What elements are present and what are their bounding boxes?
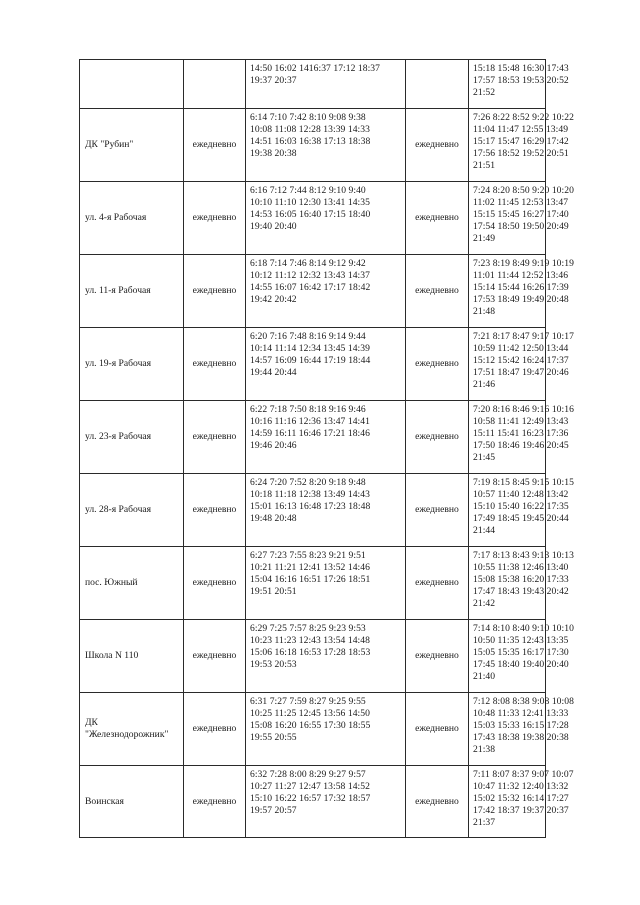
time-line: 11:02 11:45 12:53 13:47 — [473, 197, 569, 208]
time-line: 21:51 — [473, 160, 496, 171]
time-line: 15:01 16:13 16:48 17:23 18:48 — [250, 501, 371, 512]
time-line: 17:49 18:45 19:45 20:44 — [473, 513, 569, 524]
time-line: 14:57 16:09 16:44 17:19 18:44 — [250, 355, 371, 366]
time-line: 10:57 11:40 12:48 13:42 — [473, 489, 569, 500]
time-line: 7:19 8:15 8:45 9:15 10:15 — [473, 477, 574, 488]
time-line: 6:29 7:25 7:57 8:25 9:23 9:53 — [250, 623, 366, 634]
time-line: 17:43 18:38 19:38 20:38 — [473, 732, 569, 743]
frequency-return-cell: ежедневно — [406, 620, 469, 693]
frequency-outbound-cell — [184, 60, 246, 109]
stop-name-cell: ДК "Железнодорожник" — [80, 693, 184, 766]
time-line: 19:46 20:46 — [250, 440, 297, 451]
time-line: 19:42 20:42 — [250, 294, 297, 305]
time-line: 6:32 7:28 8:00 8:29 9:27 9:57 — [250, 769, 366, 780]
frequency-outbound-cell: ежедневно — [184, 620, 246, 693]
time-line: 10:59 11:42 12:50 13:44 — [473, 343, 569, 354]
time-line: 11:04 11:47 12:55 13:49 — [473, 124, 569, 135]
time-line: 14:50 16:02 1416:37 17:12 18:37 — [250, 63, 381, 74]
time-line: 6:31 7:27 7:59 8:27 9:25 9:55 — [250, 696, 366, 707]
time-line: 10:10 11:10 12:30 13:41 14:35 — [250, 197, 370, 208]
time-line: 19:37 20:37 — [250, 75, 297, 86]
time-line: 17:47 18:43 19:43 20:42 — [473, 586, 569, 597]
time-line: 15:02 15:32 16:14 17:27 — [473, 793, 569, 804]
stop-name-cell: ул. 4-я Рабочая — [80, 182, 184, 255]
time-line: 19:53 20:53 — [250, 659, 297, 670]
times-return-cell — [469, 620, 574, 693]
time-line: 7:20 8:16 8:46 9:16 10:16 — [473, 404, 574, 415]
time-line: 14:53 16:05 16:40 17:15 18:40 — [250, 209, 371, 220]
times-outbound-cell — [246, 547, 406, 620]
time-line: 21:49 — [473, 233, 496, 244]
times-return-cell — [469, 693, 574, 766]
table-row — [80, 109, 546, 182]
time-line: 21:38 — [473, 744, 496, 755]
frequency-return-cell: ежедневно — [406, 766, 469, 838]
time-line: 10:47 11:32 12:40 13:32 — [473, 781, 569, 792]
frequency-outbound-cell: ежедневно — [184, 766, 246, 838]
frequency-return-cell: ежедневно — [406, 109, 469, 182]
time-line: 15:08 15:38 16:20 17:33 — [473, 574, 569, 585]
frequency-return-cell: ежедневно — [406, 255, 469, 328]
time-line: 10:12 11:12 12:32 13:43 14:37 — [250, 270, 370, 281]
schedule-table — [79, 59, 574, 838]
time-line: 6:24 7:20 7:52 8:20 9:18 9:48 — [250, 477, 366, 488]
time-line: 10:48 11:33 12:41 13:33 — [473, 708, 569, 719]
stop-name-cell: ул. 23-я Рабочая — [80, 401, 184, 474]
stop-name-cell: Школа N 110 — [80, 620, 184, 693]
time-line: 17:45 18:40 19:40 20:40 — [473, 659, 569, 670]
times-outbound-cell — [246, 182, 406, 255]
times-return-cell — [469, 474, 574, 547]
times-return-cell — [469, 328, 574, 401]
frequency-outbound-cell: ежедневно — [184, 328, 246, 401]
time-line: 15:17 15:47 16:29 17:42 — [473, 136, 569, 147]
times-outbound-cell — [246, 474, 406, 547]
time-line: 7:26 8:22 8:52 9:22 10:22 — [473, 112, 574, 123]
stop-name-cell: ул. 28-я Рабочая — [80, 474, 184, 547]
frequency-return-cell: ежедневно — [406, 693, 469, 766]
stop-name-cell: Воинская — [80, 766, 184, 838]
time-line: 15:14 15:44 16:26 17:39 — [473, 282, 569, 293]
table-row — [80, 60, 546, 109]
time-line: 19:57 20:57 — [250, 805, 297, 816]
time-line: 6:27 7:23 7:55 8:23 9:21 9:51 — [250, 550, 366, 561]
times-outbound-cell — [246, 620, 406, 693]
time-line: 6:14 7:10 7:42 8:10 9:08 9:38 — [250, 112, 366, 123]
time-line: 10:25 11:25 12:45 13:56 14:50 — [250, 708, 370, 719]
time-line: 7:11 8:07 8:37 9:07 10:07 — [473, 769, 574, 780]
frequency-return-cell: ежедневно — [406, 547, 469, 620]
time-line: 7:24 8:20 8:50 9:20 10:20 — [473, 185, 574, 196]
time-line: 14:55 16:07 16:42 17:17 18:42 — [250, 282, 371, 293]
table-row — [80, 474, 546, 547]
time-line: 14:59 16:11 16:46 17:21 18:46 — [250, 428, 370, 439]
time-line: 17:42 18:37 19:37 20:37 — [473, 805, 569, 816]
time-line: 6:22 7:18 7:50 8:18 9:16 9:46 — [250, 404, 366, 415]
table-row — [80, 620, 546, 693]
stop-name-cell — [80, 60, 184, 109]
times-outbound-cell — [246, 255, 406, 328]
time-line: 21:52 — [473, 87, 496, 98]
frequency-return-cell — [406, 60, 469, 109]
time-line: 15:04 16:16 16:51 17:26 18:51 — [250, 574, 371, 585]
time-line: 21:44 — [473, 525, 496, 536]
stop-name-cell: пос. Южный — [80, 547, 184, 620]
table-row — [80, 766, 546, 838]
time-line: 10:16 11:16 12:36 13:47 14:41 — [250, 416, 370, 427]
time-line: 7:23 8:19 8:49 9:19 10:19 — [473, 258, 574, 269]
times-outbound-cell — [246, 109, 406, 182]
time-line: 17:50 18:46 19:46 20:45 — [473, 440, 569, 451]
time-line: 17:56 18:52 19:52 20:51 — [473, 148, 569, 159]
time-line: 14:51 16:03 16:38 17:13 18:38 — [250, 136, 371, 147]
table-row — [80, 182, 546, 255]
times-return-cell — [469, 182, 574, 255]
time-line: 6:20 7:16 7:48 8:16 9:14 9:44 — [250, 331, 366, 342]
time-line: 6:18 7:14 7:46 8:14 9:12 9:42 — [250, 258, 366, 269]
times-return-cell — [469, 547, 574, 620]
time-line: 15:18 15:48 16:30 17:43 — [473, 63, 569, 74]
time-line: 10:27 11:27 12:47 13:58 14:52 — [250, 781, 370, 792]
time-line: 15:15 15:45 16:27 17:40 — [473, 209, 569, 220]
time-line: 21:48 — [473, 306, 496, 317]
frequency-outbound-cell: ежедневно — [184, 693, 246, 766]
time-line: 17:51 18:47 19:47 20:46 — [473, 367, 569, 378]
time-line: 15:10 15:40 16:22 17:35 — [473, 501, 569, 512]
time-line: 21:40 — [473, 671, 496, 682]
times-return-cell — [469, 109, 574, 182]
times-outbound-cell — [246, 766, 406, 838]
frequency-outbound-cell: ежедневно — [184, 401, 246, 474]
time-line: 10:50 11:35 12:43 13:35 — [473, 635, 569, 646]
times-return-cell — [469, 255, 574, 328]
time-line: 7:14 8:10 8:40 9:10 10:10 — [473, 623, 574, 634]
times-return-cell — [469, 60, 569, 109]
time-line: 15:03 15:33 16:15 17:28 — [473, 720, 569, 731]
frequency-return-cell: ежедневно — [406, 328, 469, 401]
times-outbound-cell — [246, 693, 406, 766]
time-line: 10:18 11:18 12:38 13:49 14:43 — [250, 489, 370, 500]
times-outbound-cell — [246, 60, 406, 109]
time-line: 19:40 20:40 — [250, 221, 297, 232]
table-row — [80, 255, 546, 328]
frequency-return-cell: ежедневно — [406, 182, 469, 255]
schedule-body — [80, 60, 574, 838]
time-line: 7:21 8:17 8:47 9:17 10:17 — [473, 331, 574, 342]
frequency-return-cell: ежедневно — [406, 401, 469, 474]
stop-name-cell: ДК "Рубин" — [80, 109, 184, 182]
time-line: 15:08 16:20 16:55 17:30 18:55 — [250, 720, 371, 731]
time-line: 19:44 20:44 — [250, 367, 297, 378]
time-line: 10:08 11:08 12:28 13:39 14:33 — [250, 124, 370, 135]
time-line: 15:11 15:41 16:23 17:36 — [473, 428, 569, 439]
table-row — [80, 547, 546, 620]
frequency-return-cell: ежедневно — [406, 474, 469, 547]
time-line: 7:17 8:13 8:43 9:13 10:13 — [473, 550, 574, 561]
time-line: 21:37 — [473, 817, 496, 828]
frequency-outbound-cell: ежедневно — [184, 547, 246, 620]
time-line: 7:12 8:08 8:38 9:08 10:08 — [473, 696, 574, 707]
time-line: 10:55 11:38 12:46 13:40 — [473, 562, 569, 573]
stop-name-cell: ул. 19-я Рабочая — [80, 328, 184, 401]
times-return-cell — [469, 766, 574, 838]
times-return-cell — [469, 401, 574, 474]
time-line: 17:53 18:49 19:49 20:48 — [473, 294, 569, 305]
frequency-outbound-cell: ежедневно — [184, 182, 246, 255]
time-line: 15:05 15:35 16:17 17:30 — [473, 647, 569, 658]
time-line: 19:55 20:55 — [250, 732, 297, 743]
time-line: 21:45 — [473, 452, 496, 463]
time-line: 15:12 15:42 16:24 17:37 — [473, 355, 569, 366]
times-outbound-cell — [246, 401, 406, 474]
time-line: 19:48 20:48 — [250, 513, 297, 524]
time-line: 17:54 18:50 19:50 20:49 — [473, 221, 569, 232]
table-row — [80, 328, 546, 401]
frequency-outbound-cell: ежедневно — [184, 474, 246, 547]
time-line: 21:42 — [473, 598, 496, 609]
time-line: 11:01 11:44 12:52 13:46 — [473, 270, 569, 281]
times-outbound-cell — [246, 328, 406, 401]
time-line: 6:16 7:12 7:44 8:12 9:10 9:40 — [250, 185, 366, 196]
frequency-outbound-cell: ежедневно — [184, 109, 246, 182]
time-line: 10:14 11:14 12:34 13:45 14:39 — [250, 343, 370, 354]
time-line: 15:10 16:22 16:57 17:32 18:57 — [250, 793, 371, 804]
table-row — [80, 401, 546, 474]
frequency-outbound-cell: ежедневно — [184, 255, 246, 328]
time-line: 10:58 11:41 12:49 13:43 — [473, 416, 569, 427]
table-row — [80, 693, 546, 766]
time-line: 10:21 11:21 12:41 13:52 14:46 — [250, 562, 370, 573]
time-line: 19:51 20:51 — [250, 586, 297, 597]
time-line: 21:46 — [473, 379, 496, 390]
time-line: 17:57 18:53 19:53 20:52 — [473, 75, 569, 86]
time-line: 15:06 16:18 16:53 17:28 18:53 — [250, 647, 371, 658]
stop-name-cell: ул. 11-я Рабочая — [80, 255, 184, 328]
time-line: 19:38 20:38 — [250, 148, 297, 159]
time-line: 10:23 11:23 12:43 13:54 14:48 — [250, 635, 370, 646]
